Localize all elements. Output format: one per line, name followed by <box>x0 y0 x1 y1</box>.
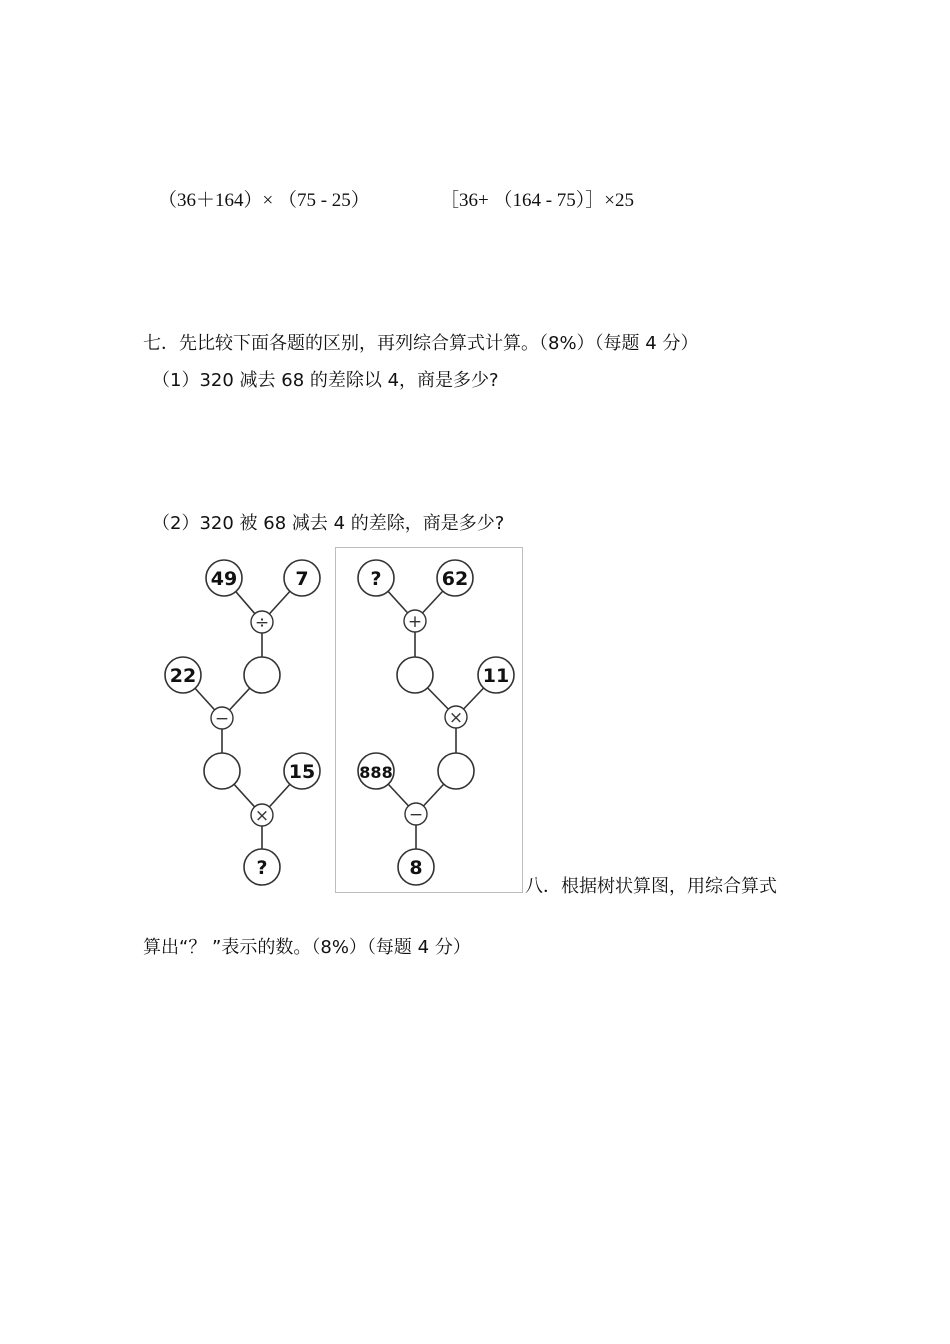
tree-1-node-5 <box>284 753 320 789</box>
tree-2-node-4 <box>358 753 394 789</box>
tree-1-operator-label: − <box>214 709 230 729</box>
tree-2-node-label: 888 <box>359 763 393 782</box>
tree-1-node-3 <box>244 657 280 693</box>
tree-2-node-6 <box>398 849 434 885</box>
tree-1-node-4 <box>204 753 240 789</box>
tree-diagrams <box>150 547 530 897</box>
tree-diagrams-svg <box>150 547 530 897</box>
tree-2-node-label: 62 <box>441 568 469 590</box>
tree-2-node-label: ? <box>370 568 382 590</box>
tree-2-node-1 <box>437 560 473 596</box>
tree-1-node-1 <box>284 560 320 596</box>
tree-2-operator-minus <box>405 803 427 825</box>
tree-2-operator-label: − <box>408 805 424 825</box>
tree-1-node-label: 49 <box>210 568 238 590</box>
section-8-heading-part-2: 算出“？ ”表示的数。（8%）（每题 4 分） <box>143 937 471 958</box>
section-8-heading-part-1: 八．根据树状算图，用综合算式 <box>525 876 777 897</box>
expression-2: ［36+ （164 - 75）］×25 <box>440 190 635 211</box>
section-7-question-2: （2）320 被 68 减去 4 的差除，商是多少? <box>152 513 505 534</box>
tree-1-node-label: ? <box>256 857 268 879</box>
tree-2-operator-label: + <box>407 612 423 632</box>
tree-1-operator-label: ÷ <box>254 613 270 633</box>
tree-1-node-6 <box>244 849 280 885</box>
tree-1-node-label: 22 <box>169 665 197 687</box>
tree-1-operator-label: × <box>254 806 270 826</box>
tree-1-operator-times <box>251 804 273 826</box>
tree-1-node-label: 7 <box>295 568 309 590</box>
tree-2-operator-times <box>445 706 467 728</box>
tree-1-edges <box>183 578 302 867</box>
tree-2-operator-plus <box>404 610 426 632</box>
tree-1-operator-divide <box>251 611 273 633</box>
tree-1-node-2 <box>165 657 201 693</box>
tree-1-node-label: 15 <box>288 761 316 783</box>
tree-2-node-label: 11 <box>482 665 510 687</box>
section-7-heading: 七．先比较下面各题的区别，再列综合算式计算。（8%）（每题 4 分） <box>143 333 699 354</box>
tree-1-node-0 <box>206 560 242 596</box>
section-7-question-1: （1）320 减去 68 的差除以 4，商是多少? <box>152 370 499 391</box>
tree-2-edges <box>376 578 496 867</box>
tree-2-node-0 <box>358 560 394 596</box>
tree-2-node-5 <box>438 753 474 789</box>
tree-2-node-label: 8 <box>409 857 423 879</box>
tree-2-operator-label: × <box>448 708 464 728</box>
tree-2-node-3 <box>478 657 514 693</box>
tree-2-frame <box>336 548 523 893</box>
tree-2-node-2 <box>397 657 433 693</box>
expression-1: （36＋164）× （75 - 25） <box>158 190 370 211</box>
tree-1-operator-minus <box>211 707 233 729</box>
